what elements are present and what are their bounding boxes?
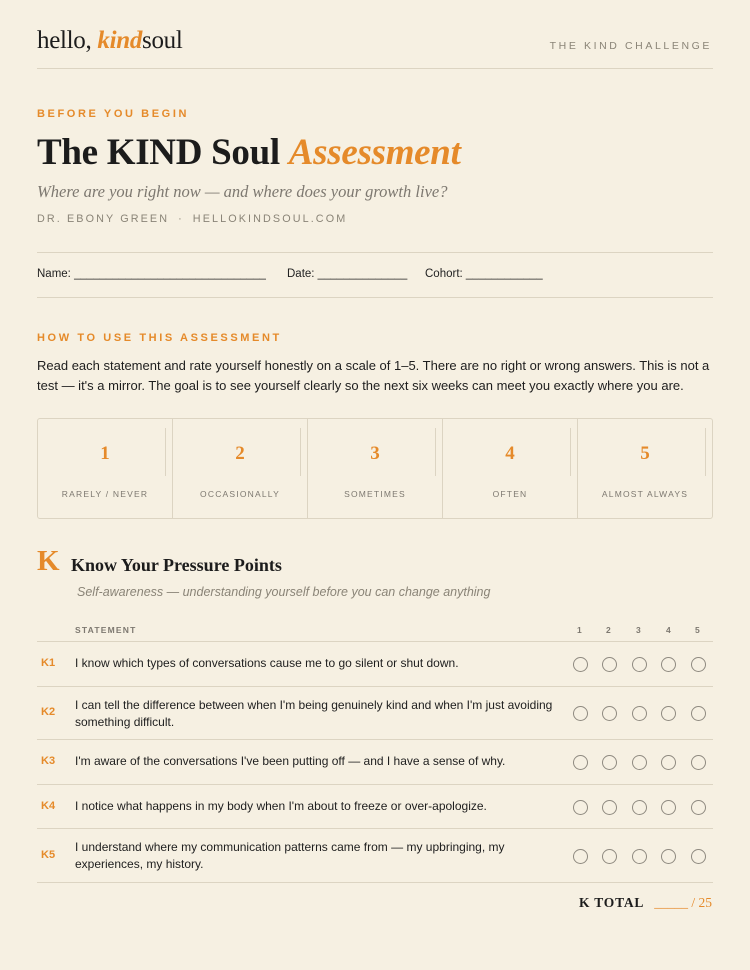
statement-id: K5 xyxy=(41,849,56,861)
rating-radio-2[interactable] xyxy=(602,800,617,815)
rating-radio-2[interactable] xyxy=(602,706,617,721)
statement-text: I know which types of conversations cause me to go silent or shut down. xyxy=(75,656,459,670)
scale-item xyxy=(173,419,308,518)
name-field[interactable]: Name: ______________________________ xyxy=(37,268,266,280)
rating-radio-2[interactable] xyxy=(602,849,617,864)
section-letter: K xyxy=(37,545,60,577)
scale-label: RARELY / NEVER xyxy=(61,489,149,499)
total-label: K TOTAL xyxy=(578,895,645,910)
rating-radio-3[interactable] xyxy=(632,849,647,864)
rating-radio-5[interactable] xyxy=(691,706,706,721)
rating-scale xyxy=(37,418,713,519)
rating-radio-4[interactable] xyxy=(661,755,676,770)
rating-radio-3[interactable] xyxy=(632,657,647,672)
rating-radio-1[interactable] xyxy=(573,755,588,770)
rating-radio-1[interactable] xyxy=(573,800,588,815)
rating-column-header: 2 xyxy=(606,625,612,635)
website: HELLOKINDSOUL.COM xyxy=(192,213,348,225)
scale-item xyxy=(38,419,173,518)
challenge-label: THE KIND CHALLENGE xyxy=(549,40,712,52)
scale-item xyxy=(443,419,578,518)
table-row xyxy=(37,740,713,785)
statement-text: I'm aware of the conversations I've been putting off — and I have a sense of why. xyxy=(75,754,506,768)
info-fields xyxy=(37,252,713,298)
logo-kind: kind xyxy=(97,27,143,54)
statement-id: K3 xyxy=(41,755,56,767)
rating-column-header: 1 xyxy=(577,625,583,635)
rating-radio-4[interactable] xyxy=(661,706,676,721)
author: DR. EBONY GREEN xyxy=(37,213,170,225)
rating-radio-5[interactable] xyxy=(691,657,706,672)
rating-radio-1[interactable] xyxy=(573,849,588,864)
statement-id: K1 xyxy=(41,657,56,669)
page-title xyxy=(37,131,461,174)
rating-column-header: 4 xyxy=(666,625,672,635)
page-subtitle: Where are you right now — and where does your growth live? xyxy=(37,182,448,201)
title-main: The KIND Soul xyxy=(37,132,289,173)
scale-number: 5 xyxy=(640,443,650,464)
table-row xyxy=(37,829,713,883)
rating-radio-5[interactable] xyxy=(691,849,706,864)
statement-text: I notice what happens in my body when I'm about to freeze or over-apologize. xyxy=(75,799,487,813)
logo-prefix: hello, xyxy=(37,27,98,54)
byline xyxy=(37,213,347,225)
section-subtitle: Self-awareness — understanding yourself before you can change anything xyxy=(77,585,491,599)
table-row xyxy=(37,687,713,740)
scale-item xyxy=(308,419,443,518)
rating-radio-2[interactable] xyxy=(602,755,617,770)
rating-column-header: 5 xyxy=(695,625,701,635)
table-header xyxy=(37,619,713,642)
rating-radio-5[interactable] xyxy=(691,800,706,815)
logo xyxy=(37,27,183,55)
howto-heading: HOW TO USE THIS ASSESSMENT xyxy=(37,332,282,344)
howto-body: Read each statement and rate yourself honestly on a scale of 1–5. There are no right or wrong answers. This is not a test — it's a mirror. The goal is to see yourself clearly so the next six weeks can meet you exactly where you are. xyxy=(37,358,710,393)
statement-text: I can tell the difference between when I'm being genuinely kind and when I'm just avoiding something difficult. xyxy=(75,698,553,729)
header xyxy=(37,27,713,69)
logo-soul: soul xyxy=(142,27,183,54)
rating-radio-3[interactable] xyxy=(632,706,647,721)
date-field[interactable]: Date: ______________ xyxy=(287,268,408,280)
scale-label: SOMETIMES xyxy=(344,489,406,499)
scale-number: 2 xyxy=(235,443,245,464)
statement-id: K4 xyxy=(41,800,56,812)
rating-radio-4[interactable] xyxy=(661,657,676,672)
statement-text: I understand where my communication patterns came from — my upbringing, my experiences, my history. xyxy=(75,840,505,871)
rating-radio-4[interactable] xyxy=(661,800,676,815)
scale-number: 3 xyxy=(370,443,380,464)
table-row xyxy=(37,785,713,829)
scale-number: 1 xyxy=(100,443,110,464)
rating-radio-2[interactable] xyxy=(602,657,617,672)
rating-radio-3[interactable] xyxy=(632,755,647,770)
byline-separator: · xyxy=(178,213,184,225)
section-total xyxy=(579,895,712,911)
title-accent: Assessment xyxy=(288,132,461,173)
rating-radio-1[interactable] xyxy=(573,657,588,672)
scale-label: OCCASIONALLY xyxy=(200,489,280,499)
scale-number: 4 xyxy=(505,443,515,464)
rating-radio-1[interactable] xyxy=(573,706,588,721)
statement-column-header: STATEMENT xyxy=(75,625,137,635)
rating-radio-5[interactable] xyxy=(691,755,706,770)
scale-label: OFTEN xyxy=(492,489,528,499)
cohort-field[interactable]: Cohort: ____________ xyxy=(425,268,543,280)
scale-item xyxy=(578,419,712,518)
total-blank[interactable]: _____ / 25 xyxy=(654,895,712,910)
scale-label: ALMOST ALWAYS xyxy=(601,489,689,499)
section-title: Know Your Pressure Points xyxy=(71,555,282,575)
rating-column-header: 3 xyxy=(636,625,642,635)
table-row xyxy=(37,642,713,687)
rating-radio-3[interactable] xyxy=(632,800,647,815)
statement-id: K2 xyxy=(41,706,56,718)
eyebrow: BEFORE YOU BEGIN xyxy=(37,108,190,120)
rating-radio-4[interactable] xyxy=(661,849,676,864)
